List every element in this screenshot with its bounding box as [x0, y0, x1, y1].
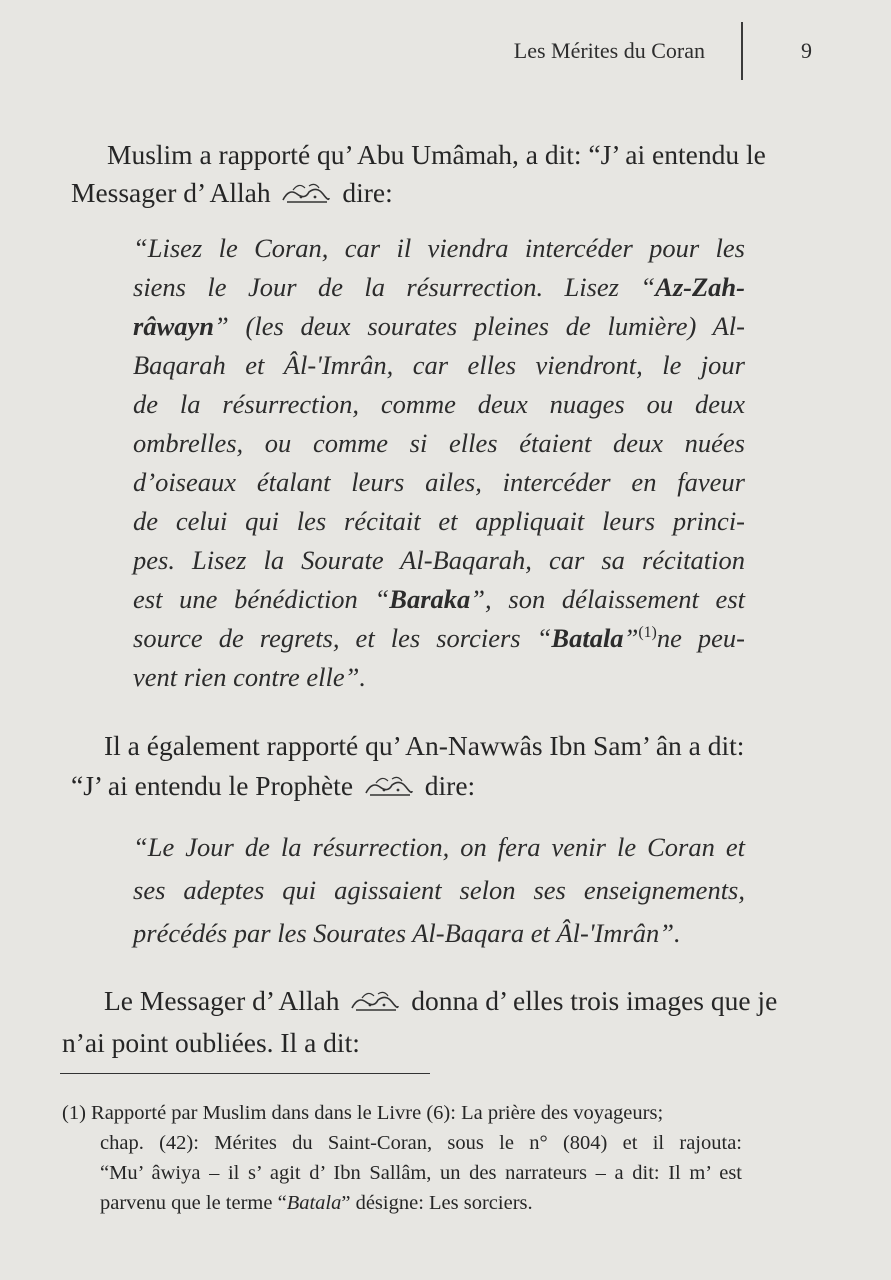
quote-line: précédés par les Sourates Al-Baqara et Âl-'Imrân”. — [133, 918, 681, 948]
quote-line — [133, 268, 745, 307]
paragraph-3-line-1 — [104, 982, 777, 1020]
text-fragment: dire: — [424, 770, 476, 801]
paragraph-2-line-1: Il a également rapporté qu’ An-Nawwâs Ibn Sam’ ân a dit: — [104, 730, 745, 761]
salawat-calligraphy-icon — [279, 180, 333, 206]
paragraph-2-line-2 — [71, 767, 475, 805]
quote-line — [133, 580, 745, 619]
bold-term: Batala — [551, 623, 624, 653]
quote-line: ombrelles, ou comme si elles étaient deux nuées — [133, 428, 745, 458]
paragraph-1-line-1: Muslim a rapporté qu’ Abu Umâmah, a dit: “J’ ai entendu le — [107, 139, 766, 170]
quote-line: vent rien contre elle”. — [133, 662, 367, 692]
text-fragment: “J’ ai entendu le Prophète — [71, 770, 354, 801]
quote-line — [133, 619, 745, 658]
text-fragment: Le Messager d’ Allah — [104, 985, 340, 1016]
italic-term: Batala — [286, 1192, 342, 1214]
text-fragment: dire: — [342, 177, 393, 208]
bold-term: râwayn — [133, 311, 214, 341]
text-fragment: source de regrets, et les sorciers “ — [133, 623, 552, 653]
quote-line: Baqarah et Âl-'Imrân, car elles viendront, le jour — [133, 350, 745, 380]
text-fragment: ne peu- — [656, 623, 745, 653]
quote-line — [133, 307, 745, 346]
text-fragment: ” (les deux sourates pleines de lumière) Al- — [214, 311, 745, 341]
text-fragment: donna d’ elles trois images que je — [411, 985, 778, 1016]
footnote — [62, 1098, 742, 1218]
paragraph-3-line-2: n’ai point oubliées. Il a dit: — [62, 1027, 360, 1058]
hadith-quote-1 — [133, 229, 745, 697]
header-divider — [741, 22, 743, 80]
text-fragment: parvenu que le terme “ — [100, 1192, 287, 1214]
footnote-divider — [60, 1073, 430, 1074]
text-fragment: est une bénédiction “ — [133, 584, 390, 614]
footnote-line: (1) Rapporté par Muslim dans dans le Livre (6): La prière des voyageurs; — [62, 1102, 664, 1124]
hadith-quote-2 — [133, 826, 745, 955]
quote-line: “Lisez le Coran, car il viendra intercéder pour les — [133, 233, 745, 263]
quote-line: ses adeptes qui agissaient selon ses enseignements, — [133, 875, 745, 905]
text-fragment: ”, son délaissement est — [470, 584, 745, 614]
text-fragment: ” — [623, 623, 639, 653]
salawat-calligraphy-icon — [348, 988, 402, 1014]
quote-line: pes. Lisez la Sourate Al-Baqarah, car sa récitation — [133, 545, 745, 575]
footnote-line: chap. (42): Mérites du Saint-Coran, sous le n° (804) et il rajouta: — [100, 1132, 742, 1154]
salawat-calligraphy-icon — [362, 773, 416, 799]
quote-line: de celui qui les récitait et appliquait leurs princi- — [133, 506, 745, 536]
bold-term: Az-Zah- — [655, 272, 745, 302]
running-header-title: Les Mérites du Coran — [513, 38, 705, 63]
text-fragment: siens le Jour de la résurrection. Lisez “ — [133, 272, 656, 302]
text-fragment: Messager d’ Allah — [71, 177, 271, 208]
footnote-line — [62, 1188, 742, 1218]
paragraph-1-line-2 — [71, 174, 393, 212]
footnote-marker: (1) — [638, 624, 657, 642]
page-number: 9 — [801, 38, 812, 63]
quote-line: d’oiseaux étalant leurs ailes, intercéder en faveur — [133, 467, 745, 497]
footnote-line: “Mu’ âwiya – il s’ agit d’ Ibn Sallâm, un des narrateurs – a dit: Il m’ est — [100, 1162, 742, 1184]
quote-line: “Le Jour de la résurrection, on fera venir le Coran et — [133, 832, 745, 862]
quote-line: de la résurrection, comme deux nuages ou deux — [133, 389, 745, 419]
bold-term: Baraka — [389, 584, 471, 614]
text-fragment: ” désigne: Les sorciers. — [341, 1192, 533, 1214]
